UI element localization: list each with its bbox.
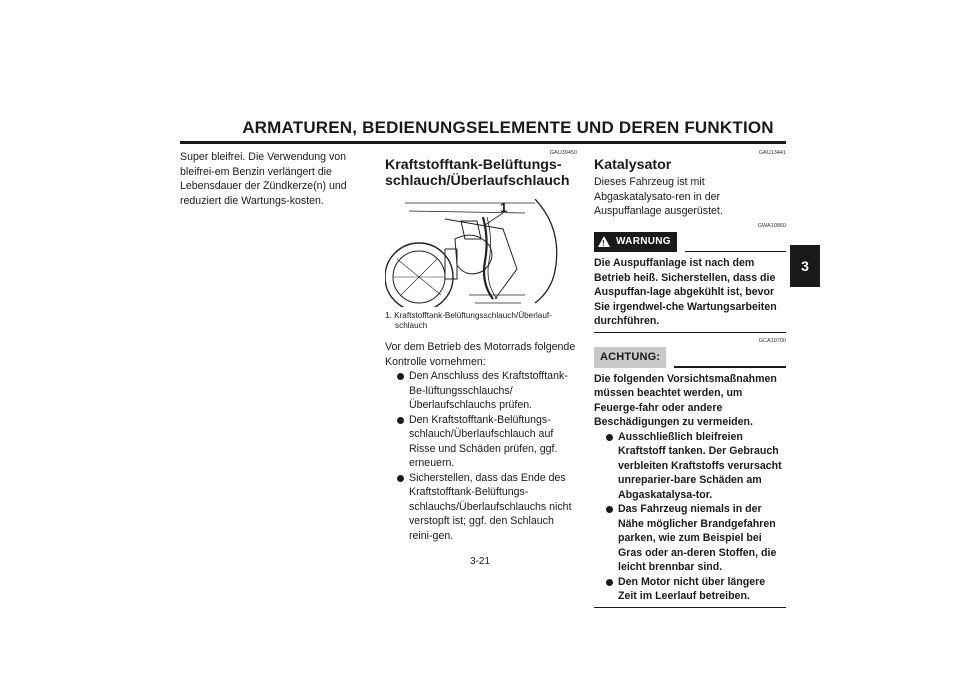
callout-number: 1 xyxy=(500,200,508,215)
warning-rule xyxy=(685,251,786,253)
list-item: Den Motor nicht über längere Zeit im Leerlauf betreiben. xyxy=(594,575,786,604)
caution-list xyxy=(594,430,786,604)
list-item: Sicherstellen, dass das Ende des Kraftstofftank-Belüftungs-schlauchs/Überlaufschlauchs nicht verstopft ist; ggf. den Schlauch reini-gen. xyxy=(385,471,577,544)
section-heading-catalyst: Katalysator xyxy=(594,157,672,173)
caution-text: Die folgenden Vorsichtsmaßnahmen müssen beachtet werden, um Feuerge-fahr oder andere Beschädigungen zu vermeiden. xyxy=(594,372,777,428)
list-item: Den Kraftstofftank-Belüftungs-schlauch/Überlaufschlauch auf Risse und Schäden prüfen, ggf. erneuern. xyxy=(385,413,577,471)
page-number: 3-21 xyxy=(470,556,491,567)
warning-bottom-rule xyxy=(594,332,786,334)
caution-bottom-rule xyxy=(594,607,786,609)
hose-illustration xyxy=(385,199,577,307)
catalyst-intro: Dieses Fahrzeug ist mit Abgaskatalysato-ren in der Auspuffanlage ausgerüstet. xyxy=(594,176,723,217)
figure-caption: 1. Kraftstofftank-Belüftungsschlauch/Überlauf-schlauch xyxy=(385,311,552,330)
hose-intro: Vor dem Betrieb des Motorrads folgende Kontrolle vornehmen: xyxy=(385,341,576,368)
warning-code: GWA10860 xyxy=(757,222,786,229)
column-1 xyxy=(180,150,372,208)
fuel-text: Super bleifrei. Die Verwendung von bleifrei-em Benzin verlängert die Lebensdauer der Zündkerze(n) und reduziert die Wartungs-kosten. xyxy=(180,151,347,207)
header-rule xyxy=(180,141,786,144)
warning-label: WARNUNG xyxy=(616,235,671,247)
list-item: Das Fahrzeug niemals in der Nähe möglicher Brandgefahren parken, wie zum Beispiel bei Gras oder an-deren Stoffen, die leicht brennbar sind. xyxy=(594,502,786,575)
warning-triangle-icon: ! xyxy=(598,236,610,247)
list-item: Ausschließlich bleifreien Kraftstoff tanken. Der Gebrauch verbleiten Kraftstoffs verursacht unreparier-bare Schäden am Abgaskatalysa-tor. xyxy=(594,430,786,503)
hose-checklist xyxy=(385,369,577,543)
caution-code: GCA10700 xyxy=(758,338,786,344)
section-heading-hose: Kraftstofftank-Belüftungs-schlauch/Überlaufschlauch xyxy=(385,157,570,189)
warning-text: Die Auspuffanlage ist nach dem Betrieb heiß. Sicherstellen, dass die Auspuffan-lage abgekühlt ist, bevor Sie irgendwel-che Wartungsarbeiten durchführen. xyxy=(594,257,777,327)
warning-badge xyxy=(594,232,677,253)
caution-header xyxy=(594,347,786,368)
caution-label: ACHTUNG: xyxy=(594,347,666,368)
engine-drawing xyxy=(385,199,577,307)
column-2 xyxy=(385,150,577,543)
section-code: GAU39450 xyxy=(549,150,577,156)
column-3 xyxy=(594,150,786,608)
page-title: ARMATUREN, BEDIENUNGSELEMENTE UND DEREN FUNKTION xyxy=(242,118,774,137)
caution-rule xyxy=(674,366,786,368)
warning-header xyxy=(594,232,786,253)
chapter-tab[interactable]: 3 xyxy=(790,245,820,287)
list-item: Den Anschluss des Kraftstofftank-Be-lüftungsschlauchs/Überlaufschlauchs prüfen. xyxy=(385,369,577,413)
section-code: GAU13441 xyxy=(758,150,786,156)
